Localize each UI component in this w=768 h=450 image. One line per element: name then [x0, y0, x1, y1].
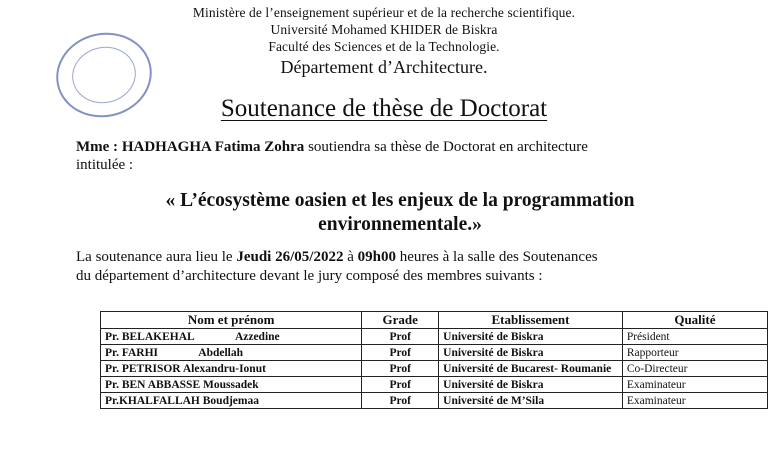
defense-time: 09h00 [357, 249, 396, 265]
member-role: Rapporteur [622, 345, 767, 361]
member-name: Pr.KHALFALLAH Boudjemaa [101, 393, 362, 409]
member-role: Examinateur [622, 377, 767, 393]
member-firstname: Abdellah [198, 346, 244, 359]
member-grade: Prof [362, 393, 439, 409]
defense-line-2: du département d’architecture devant le jury composé des membres suivants : [76, 268, 543, 284]
department-line: Département d’Architecture. [280, 57, 488, 77]
table-row [101, 361, 768, 377]
member-etablissement: Université de Biskra [439, 329, 623, 345]
member-name: Pr. PETRISOR Alexandru-Ionut [101, 361, 362, 377]
member-grade: Prof [362, 345, 439, 361]
member-etablissement: Université de Biskra [439, 345, 623, 361]
university-line: Université Mohamed KHIDER de Biskra [270, 22, 498, 37]
ministry-line: Ministère de l’enseignement supérieur et de la recherche scientifique. [192, 5, 576, 20]
member-grade: Prof [362, 377, 439, 393]
table-row [101, 329, 768, 345]
member-name [101, 345, 362, 361]
member-role: Président [622, 329, 767, 345]
jury-table [100, 311, 768, 409]
member-name: Pr. BEN ABBASSE Moussadek [101, 377, 362, 393]
table-row [101, 393, 768, 409]
defense-pre: La soutenance aura lieu le [76, 249, 233, 265]
member-surname: Pr. FARHI [105, 346, 159, 359]
thesis-title-line-2: environnementale.» [318, 214, 482, 235]
candidate-name: HADHAGHA Fatima Zohra [121, 139, 305, 155]
member-etablissement: Université de Biskra [439, 377, 623, 393]
member-etablissement: Université de M’Sila [439, 393, 623, 409]
candidate-prefix: Mme : [76, 139, 119, 155]
defense-date: Jeudi 26/05/2022 [236, 249, 344, 265]
header-name: Nom et prénom [101, 312, 362, 329]
candidate-text-2: intitulée : [76, 157, 134, 173]
member-role: Co-Directeur [622, 361, 767, 377]
member-firstname: Azzedine [234, 330, 280, 343]
candidate-text: soutiendra sa thèse de Doctorat en architecture [308, 139, 588, 155]
page-title [0, 94, 768, 124]
header-qualite: Qualité [622, 312, 767, 329]
member-grade: Prof [362, 329, 439, 345]
defense-mid: à [347, 249, 354, 265]
header-etablissement: Etablissement [439, 312, 623, 329]
table-row [101, 345, 768, 361]
thesis-title [120, 189, 680, 237]
table-row [101, 377, 768, 393]
faculty-line: Faculté des Sciences et de la Technologie. [268, 39, 500, 54]
header-grade: Grade [362, 312, 439, 329]
defense-details [76, 248, 736, 286]
jury-header-row [101, 312, 768, 329]
thesis-title-line-1: « L’écosystème oasien et les enjeux de la programmation [165, 190, 635, 211]
member-grade: Prof [362, 361, 439, 377]
candidate-paragraph [76, 138, 716, 174]
member-surname: Pr. BELAKEHAL [105, 330, 195, 343]
defense-post: heures à la salle des Soutenances [399, 249, 598, 265]
member-name [101, 329, 362, 345]
member-etablissement: Université de Bucarest- Roumanie [439, 361, 623, 377]
member-role: Examinateur [622, 393, 767, 409]
page-title-text: Soutenance de thèse de Doctorat [220, 95, 548, 122]
